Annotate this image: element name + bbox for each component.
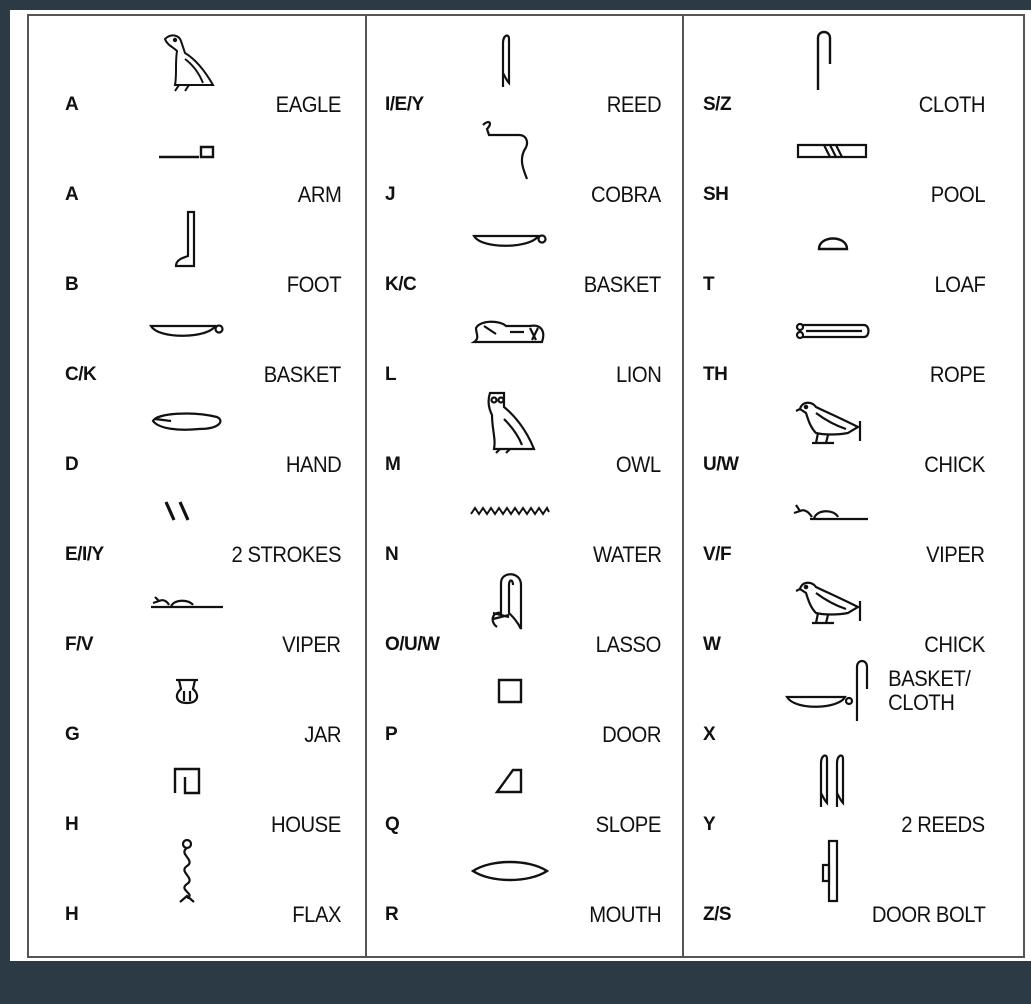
sign-name: POOL (930, 182, 985, 207)
loaf-icon (793, 196, 873, 286)
sign-name: CHICK (924, 632, 985, 657)
list-item (385, 646, 661, 747)
sound-letter: H (65, 814, 79, 835)
sound-letter: P (385, 724, 398, 745)
basket-icon (467, 196, 553, 286)
list-item (65, 646, 341, 747)
sound-letter: S/Z (703, 94, 732, 115)
list-item (703, 646, 985, 745)
lion-icon (467, 286, 553, 376)
sound-letter: T (703, 274, 715, 295)
list-item (65, 16, 341, 117)
door-bolt-icon (811, 826, 851, 916)
sign-name: COBRA (591, 182, 661, 207)
sound-letter: R (385, 904, 399, 925)
chick-icon (785, 556, 875, 646)
sound-letter: X (703, 724, 716, 745)
list-item (65, 556, 341, 657)
sign-name: DOOR BOLT (871, 902, 985, 927)
list-item (65, 376, 341, 477)
list-item (703, 556, 985, 657)
sound-letter: A (65, 184, 79, 205)
sign-name: 2 REEDS (901, 812, 985, 837)
sound-letter: J (385, 184, 396, 205)
list-item (385, 286, 661, 387)
sign-name: FLAX (292, 902, 341, 927)
list-item (703, 376, 985, 477)
list-item (65, 106, 341, 207)
foot-icon (147, 196, 227, 286)
sound-letter: M (385, 454, 401, 475)
list-item (385, 106, 661, 207)
cobra-icon (467, 106, 547, 196)
list-item (385, 826, 661, 927)
list-item (385, 376, 661, 477)
sign-name: HAND (285, 452, 341, 477)
sign-name: HOUSE (271, 812, 341, 837)
sound-letter: D (65, 454, 79, 475)
sound-letter: I/E/Y (385, 94, 424, 115)
sign-name: FOOT (286, 272, 341, 297)
sign-name: VIPER (282, 632, 341, 657)
sign-name: CLOTH (918, 92, 985, 117)
sound-letter: U/W (703, 454, 739, 475)
chick-icon (785, 376, 875, 466)
pool-icon (789, 106, 875, 196)
alphabet-chart (10, 10, 1031, 961)
flax-icon (147, 826, 227, 916)
hand-icon (147, 376, 227, 466)
list-item (65, 286, 341, 387)
list-item (703, 196, 985, 297)
house-icon (147, 736, 227, 826)
list-item (65, 736, 341, 837)
viper-icon (147, 556, 227, 646)
sign-name: WATER (592, 542, 661, 567)
sign-name: CHICK (924, 452, 985, 477)
sign-name: 2 STROKES (231, 542, 341, 567)
door-icon (467, 646, 553, 736)
sound-letter: G (65, 724, 80, 745)
basket-icon (147, 286, 227, 376)
sign-name: LASSO (595, 632, 661, 657)
slope-icon (467, 736, 553, 826)
sign-name: LOAF (933, 272, 985, 297)
two-strokes-icon (147, 466, 207, 556)
sound-letter: TH (703, 364, 728, 385)
sign-name: SLOPE (595, 812, 661, 837)
list-item (385, 736, 661, 837)
basket-cloth-icon (781, 646, 871, 736)
sound-letter: W (703, 634, 721, 655)
sign-name-line: CLOTH (888, 690, 955, 715)
list-item (385, 196, 661, 297)
list-item (65, 466, 341, 567)
sign-name-line: BASKET/ (888, 666, 971, 691)
sign-name: ARM (297, 182, 341, 207)
list-item (703, 286, 985, 387)
sound-letter: Q (385, 814, 400, 835)
mouth-icon (467, 826, 553, 916)
sign-name (888, 646, 970, 736)
list-item (385, 466, 661, 567)
sign-name: BASKET (583, 272, 661, 297)
sign-name: ROPE (929, 362, 985, 387)
sound-letter: C/K (65, 364, 97, 385)
sound-letter: L (385, 364, 397, 385)
owl-icon (467, 376, 553, 466)
sound-letter: F/V (65, 634, 94, 655)
column-2 (385, 16, 661, 956)
lasso-icon (477, 556, 537, 646)
list-item (703, 736, 985, 837)
list-item (65, 826, 341, 927)
sound-letter: O/U/W (385, 634, 440, 655)
sign-name: OWL (616, 452, 661, 477)
sound-letter: SH (703, 184, 729, 205)
rope-icon (789, 286, 875, 376)
two-reeds-icon (793, 736, 873, 826)
jar-icon (147, 646, 227, 736)
list-item (385, 16, 661, 117)
sound-letter: E/I/Y (65, 544, 104, 565)
sound-letter: Z/S (703, 904, 732, 925)
sign-name: REED (606, 92, 661, 117)
sign-name: JAR (304, 722, 341, 747)
sound-letter: B (65, 274, 79, 295)
column-3 (703, 16, 985, 956)
column-1 (65, 16, 341, 956)
sign-name: DOOR (602, 722, 661, 747)
sign-name: LION (615, 362, 661, 387)
sound-letter: H (65, 904, 79, 925)
eagle-icon (147, 16, 227, 106)
sign-name: EAGLE (275, 92, 341, 117)
sound-letter: K/C (385, 274, 417, 295)
list-item (703, 16, 985, 117)
water-icon (467, 466, 553, 556)
arm-icon (147, 106, 227, 196)
sound-letter: V/F (703, 544, 732, 565)
column-divider (682, 14, 684, 958)
viper-icon (785, 466, 875, 556)
sound-letter: Y (703, 814, 716, 835)
column-divider (365, 14, 367, 958)
list-item (703, 826, 985, 927)
sound-letter: N (385, 544, 399, 565)
sound-letter: A (65, 94, 79, 115)
reed-icon (475, 16, 535, 106)
list-item (385, 556, 661, 657)
sign-name: VIPER (926, 542, 985, 567)
list-item (65, 196, 341, 297)
sign-name: BASKET (263, 362, 341, 387)
cloth-icon (793, 16, 853, 106)
sign-name: MOUTH (589, 902, 661, 927)
list-item (703, 106, 985, 207)
list-item (703, 466, 985, 567)
